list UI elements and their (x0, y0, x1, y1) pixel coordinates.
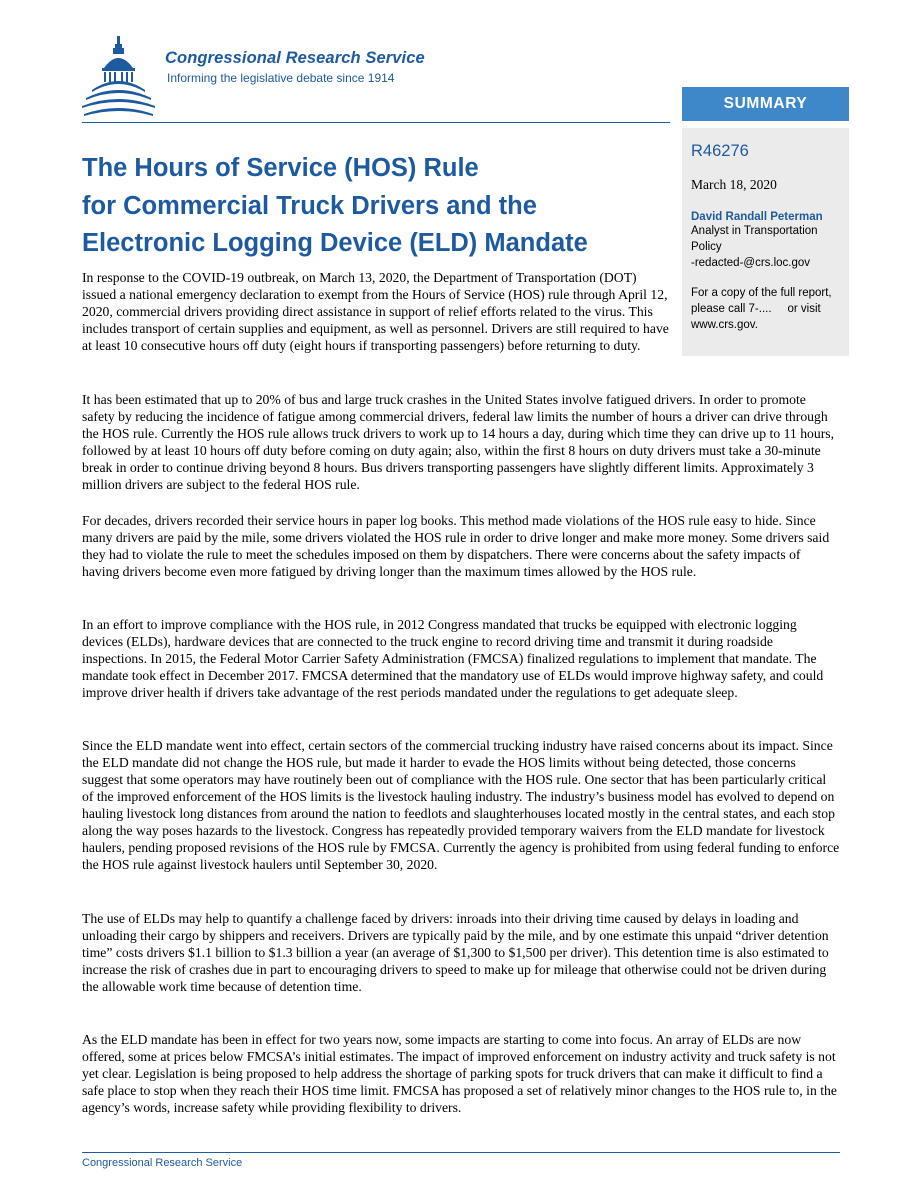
paragraph-5: Since the ELD mandate went into effect, certain sectors of the commercial trucking industry have raised concerns about its impact. Since the ELD mandate did not change the HOS rule, but made it harder to evade the HOS limits without being detected, those concerns suggest that some operators may have routinely been out of compliance with the HOS rule. One sector that has been particularly critical of the improved enforcement of the HOS limits is the livestock hauling industry. The industry’s business model has evolved to depend on hauling livestock long distances from around the nation to feedlots and slaughterhouses located mostly in the central states, and each stop along the way poses hazards to the livestock. Congress has repeatedly provided temporary waivers from the ELD mandate for livestock haulers, pending proposed revisions of the HOS rule by FMCSA. Currently the agency is prohibited from using federal funding to enforce the HOS rule against livestock haulers until September 30, 2020. (82, 738, 840, 872)
paragraph-3: For decades, drivers recorded their service hours in paper log books. This method made violations of the HOS rule easy to hide. Since many drivers are paid by the mile, some drivers violated the HOS rule in order to drive longer and make more money. Some drivers said they had to violate the rule to meet the schedules imposed on them by dispatchers. There were concerns about the safety impacts of having drivers become even more fatigued by driving longer than the maximum times allowed by the HOS rule. (82, 513, 830, 579)
paragraph-2: It has been estimated that up to 20% of bus and large truck crashes in the United States involve fatigued drivers. In order to promote safety by reducing the incidence of fatigue among commercial drivers, federal law limits the number of hours a driver can drive through the HOS rule. Currently the HOS rule allows truck drivers to work up to 14 hours a day, during which time they can drive up to 11 hours, followed by at least 10 hours off duty before coming on duty again; also, within the first 8 hours on duty drivers must take a 30-minute break in order to continue driving beyond 8 hours. Bus drivers transporting passengers have slightly different limits. Approximately 3 million drivers are subject to the federal HOS rule. (82, 392, 835, 492)
footer-divider (82, 1152, 840, 1153)
author-role: Analyst in Transportation Policy (691, 225, 818, 253)
title-line-2: for Commercial Truck Drivers and the (82, 191, 537, 220)
org-name: Congressional Research Service (165, 49, 425, 67)
author-email[interactable]: -redacted-@crs.loc.gov (691, 257, 811, 269)
report-date: March 18, 2020 (691, 177, 777, 192)
report-title (82, 150, 642, 263)
paragraph-1: In response to the COVID-19 outbreak, on March 13, 2020, the Department of Transportation (DOT) issued a national emergency declaration to exempt from the Hours of Service (HOS) rule through April 12, 2020, commercial drivers providing direct assistance in support of relief efforts related to the virus. This includes transport of certain supplies and equipment, as well as personnel. Drivers are still required to have at least 10 consecutive hours off duty (eight hours if transporting passengers) before returning to duty. (82, 270, 669, 353)
title-line-1: The Hours of Service (HOS) Rule (82, 154, 479, 182)
paragraph-7: As the ELD mandate has been in effect for two years now, some impacts are starting to come into focus. An array of ELDs are now offered, some at prices below FMCSA’s initial estimates. The impact of improved enforcement on industry activity and truck safety is not yet clear. Legislation is being proposed to help address the shortage of parking spots for truck drivers that can make it difficult to find a safe place to stop when they reach their HOS time limit. FMCSA has proposed a set of relatively minor changes to the HOS rule to, in the agency’s words, increase safety while providing flexibility to drivers. (82, 1032, 837, 1115)
copy-note: For a copy of the full report, please call 7-.... or visit www.crs.gov. (691, 287, 835, 331)
report-number: R46276 (691, 142, 749, 160)
paragraph-6: The use of ELDs may help to quantify a challenge faced by drivers: inroads into their driving time caused by delays in loading and unloading their cargo by shippers and receivers. Drivers are typically paid by the mile, and by one estimate this unpaid “driver detention time” costs drivers $1.1 billion to $1.3 billion a year (an average of $1,300 to $1,500 per driver). This detention time is also estimated to increase the risk of crashes due in part to encouraging drivers to speed to make up for mileage that otherwise could not be driven during the allowable work time because of detention time. (82, 911, 829, 994)
title-line-3: Electronic Logging Device (ELD) Mandate (82, 229, 588, 257)
footer-text: Congressional Research Service (82, 1157, 243, 1169)
org-tagline: Informing the legislative debate since 1914 (167, 71, 395, 85)
summary-sidebar (682, 128, 849, 356)
paragraph-4: In an effort to improve compliance with the HOS rule, in 2012 Congress mandated that trucks be equipped with electronic logging devices (ELDs), hardware devices that are connected to the truck engine to record driving time and transmit it during roadside inspections. In 2015, the Federal Motor Carrier Safety Administration (FMCSA) finalized regulations to implement that mandate. The mandate took effect in December 2017. FMCSA determined that the mandatory use of ELDs would improve highway safety, and could improve driver health if drivers take advantage of the rest periods mandated under the regulations to get adequate sleep. (82, 617, 824, 700)
header-divider (82, 122, 670, 123)
summary-label: SUMMARY (682, 87, 849, 121)
author-name: David Randall Peterman (691, 211, 823, 223)
capitol-dome-icon (82, 34, 162, 126)
crs-logo (82, 34, 482, 126)
